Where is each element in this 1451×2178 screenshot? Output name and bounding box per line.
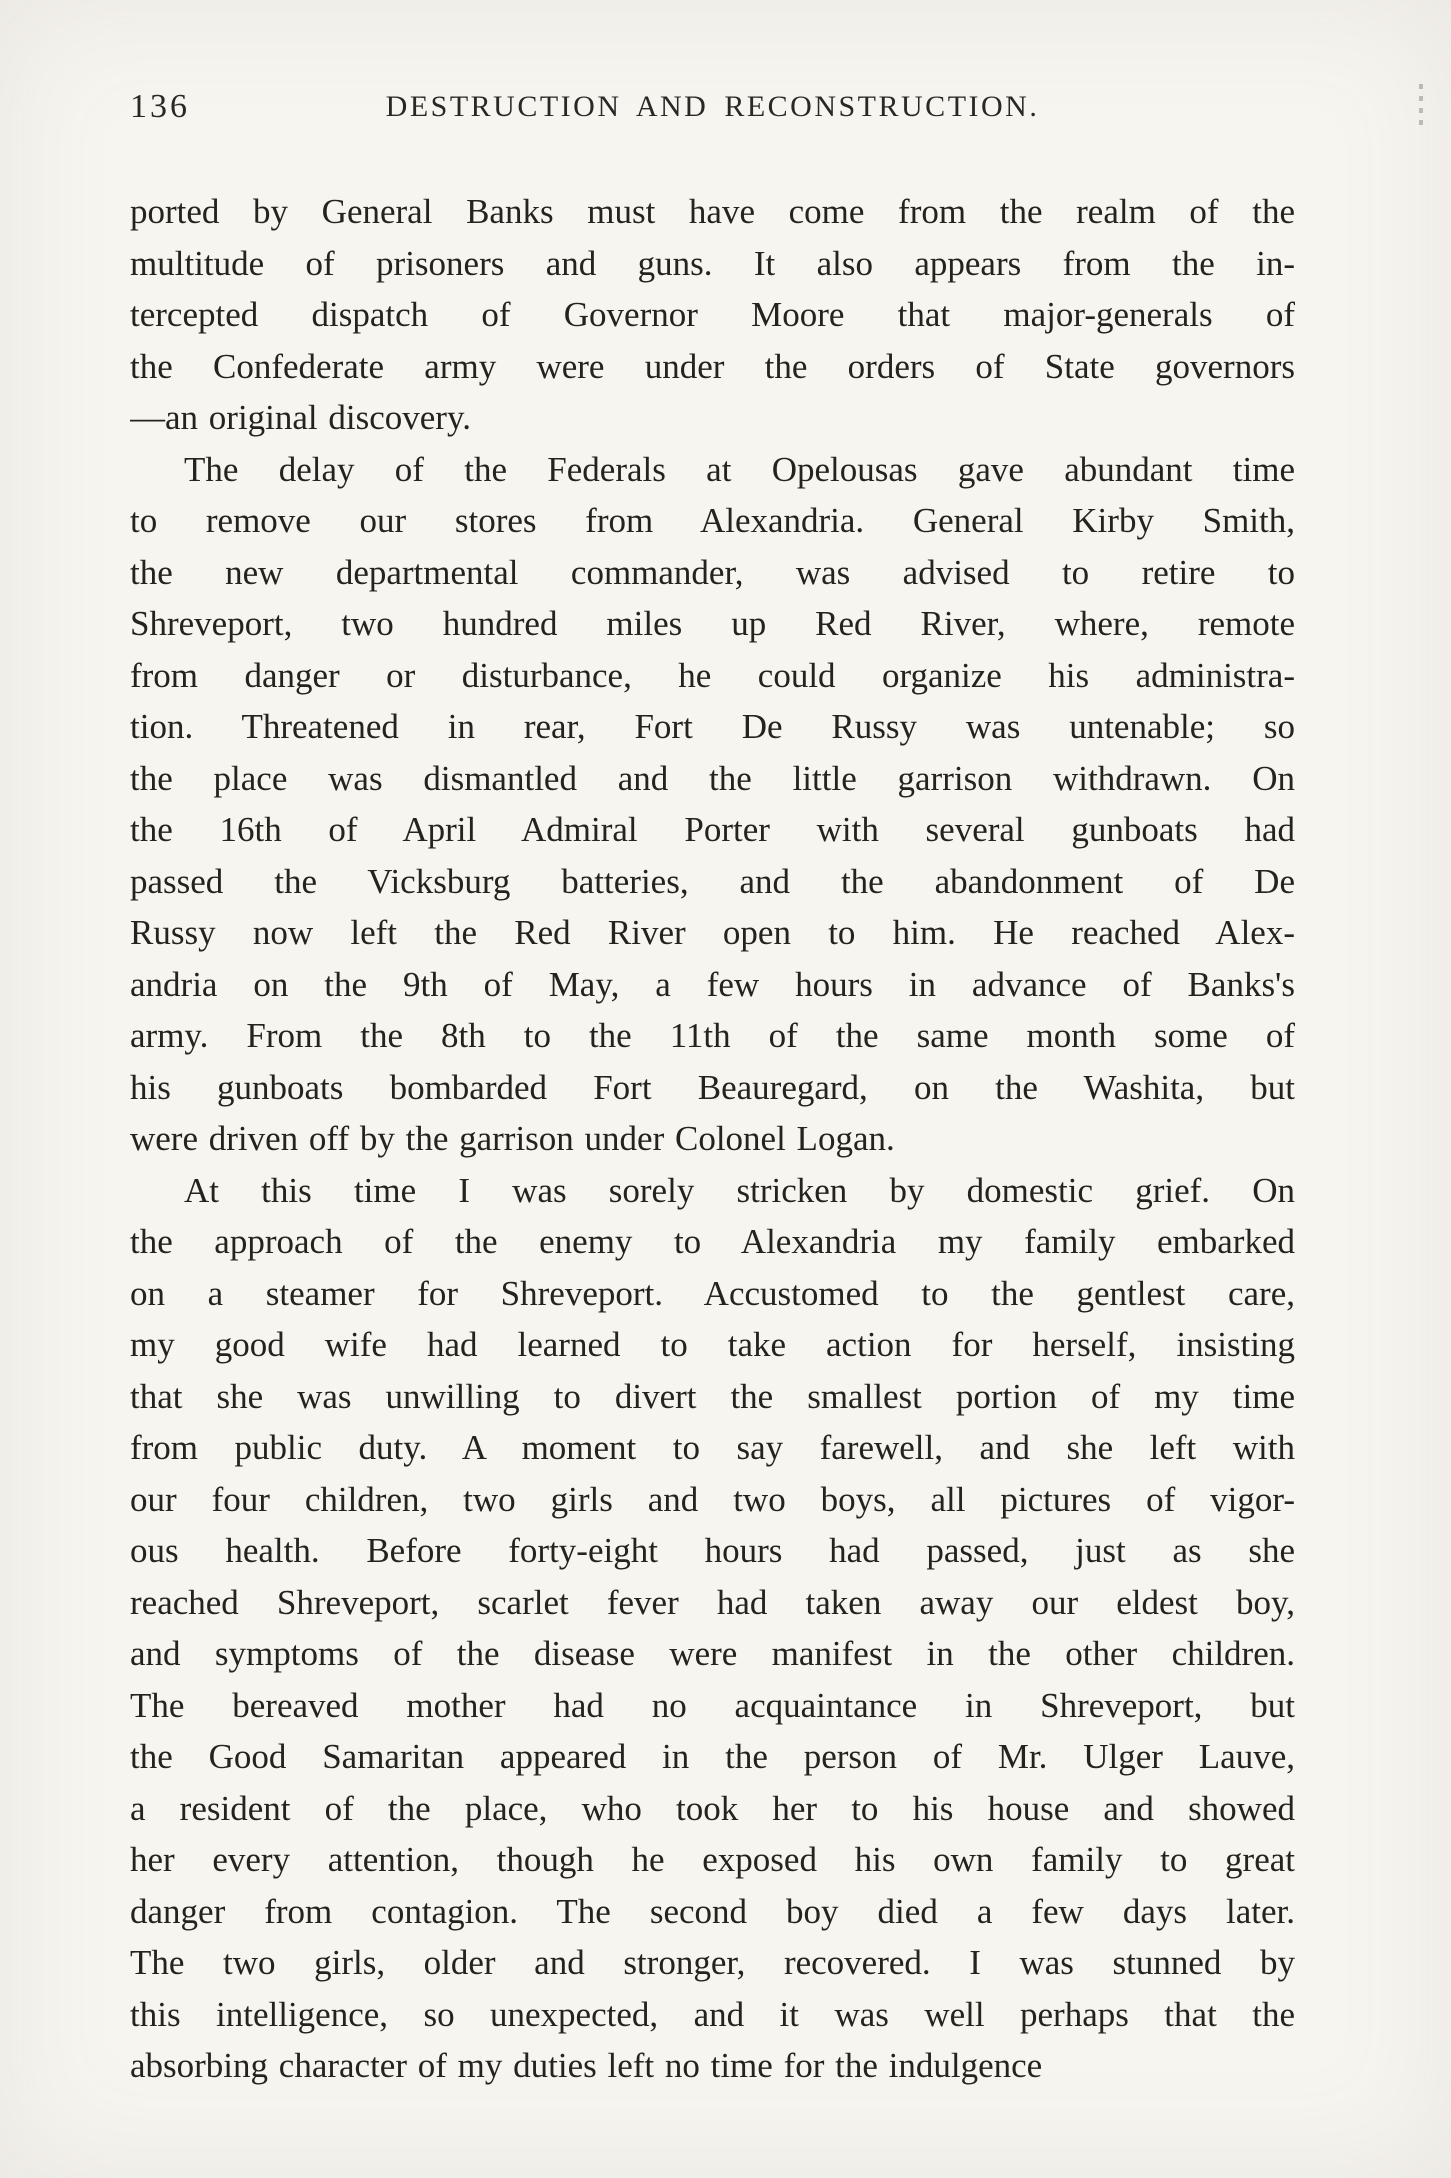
text-line: The delay of the Federals at Opelousas gave abundant time	[184, 449, 1295, 489]
text-line: absorbing character of my duties left no time for the indulgence	[130, 2046, 1043, 2085]
scan-artifact	[1419, 84, 1423, 130]
text-line: the approach of the enemy to Alexandria my family embarked	[130, 1222, 1295, 1261]
text-line: my good wife had learned to take action for herself, insisting	[130, 1325, 1295, 1364]
text-line: The two girls, older and stronger, recovered. I was stunned by	[130, 1943, 1295, 1982]
text-line: the Good Samaritan appeared in the person of Mr. Ulger Lauve,	[130, 1737, 1295, 1776]
text-line: his gunboats bombarded Fort Beauregard, on the Washita, but	[130, 1067, 1295, 1107]
text-line: were driven off by the garrison under Colonel Logan.	[130, 1119, 895, 1158]
text-line: and symptoms of the disease were manifest in the other children.	[130, 1634, 1295, 1673]
text-line: the place was dismantled and the little garrison withdrawn. On	[130, 758, 1295, 798]
text-line: our four children, two girls and two boys, all pictures of vigor-	[130, 1479, 1295, 1519]
text-line: army. From the 8th to the 11th of the same month some of	[130, 1016, 1295, 1055]
text-line: a resident of the place, who took her to his house and showed	[130, 1788, 1295, 1828]
page-number: 136	[130, 88, 190, 125]
text-line: Russy now left the Red River open to him. He reached Alex-	[130, 913, 1295, 952]
running-header-title: DESTRUCTION AND RECONSTRUCTION.	[385, 90, 1040, 123]
text-line: —an original discovery.	[130, 398, 471, 437]
text-line: from danger or disturbance, he could organize his administra-	[130, 655, 1295, 695]
text-line: At this time I was sorely stricken by domestic grief. On	[184, 1170, 1295, 1210]
paragraph	[130, 1165, 1295, 2092]
text-line: andria on the 9th of May, a few hours in advance of Banks's	[130, 964, 1295, 1004]
text-line: ported by General Banks must have come from the realm of the	[130, 192, 1295, 231]
text-line: Shreveport, two hundred miles up Red River, where, remote	[130, 604, 1295, 643]
page-body	[130, 186, 1295, 2092]
text-line: ous health. Before forty-eight hours had passed, just as she	[130, 1531, 1295, 1570]
text-line: on a steamer for Shreveport. Accustomed to the gentlest care,	[130, 1273, 1295, 1313]
text-line: from public duty. A moment to say farewell, and she left with	[130, 1428, 1295, 1467]
text-line: the Confederate army were under the orders of State governors	[130, 346, 1295, 386]
text-line: passed the Vicksburg batteries, and the abandonment of De	[130, 861, 1295, 901]
text-line: The bereaved mother had no acquaintance in Shreveport, but	[130, 1685, 1295, 1725]
text-line: reached Shreveport, scarlet fever had taken away our eldest boy,	[130, 1582, 1295, 1622]
page-header	[130, 86, 1295, 130]
text-line: to remove our stores from Alexandria. General Kirby Smith,	[130, 501, 1295, 540]
text-line: her every attention, though he exposed his own family to great	[130, 1840, 1295, 1879]
text-line: multitude of prisoners and guns. It also appears from the in-	[130, 243, 1295, 283]
text-line: tion. Threatened in rear, Fort De Russy was untenable; so	[130, 707, 1295, 746]
text-line: the 16th of April Admiral Porter with several gunboats had	[130, 810, 1295, 849]
text-line: tercepted dispatch of Governor Moore that major-generals of	[130, 295, 1295, 334]
paragraph	[130, 186, 1295, 444]
paragraph	[130, 444, 1295, 1165]
text-line: danger from contagion. The second boy died a few days later.	[130, 1891, 1295, 1931]
text-line: the new departmental commander, was advised to retire to	[130, 552, 1295, 592]
text-line: this intelligence, so unexpected, and it was well perhaps that the	[130, 1994, 1295, 2034]
text-line: that she was unwilling to divert the smallest portion of my time	[130, 1376, 1295, 1416]
